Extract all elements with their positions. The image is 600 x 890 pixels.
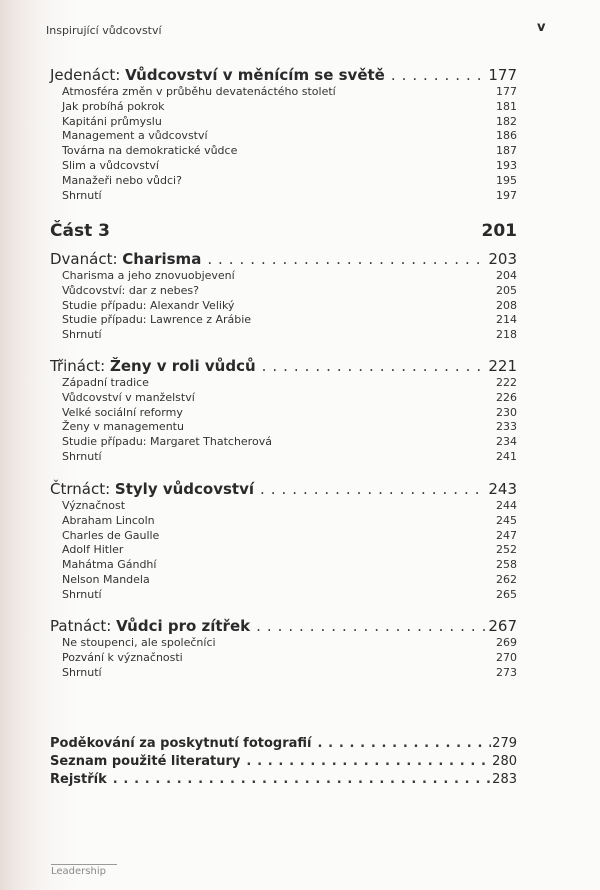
page-number: v xyxy=(537,20,546,35)
end-matter-page: 279 xyxy=(492,736,517,751)
section-title: Atmosféra změn v průběhu devatenáctého století xyxy=(62,85,336,98)
section-page: 269 xyxy=(496,636,517,649)
section-title: Manažeři nebo vůdci? xyxy=(62,173,182,187)
chapter-heading[interactable] xyxy=(50,66,517,85)
toc-chapter-14 xyxy=(50,480,517,603)
chapter-heading[interactable] xyxy=(50,480,517,499)
end-matter-title: Rejstřík xyxy=(50,772,107,787)
section-page: 273 xyxy=(496,665,517,679)
toc-end-matter xyxy=(50,735,517,789)
chapter-heading[interactable] xyxy=(50,250,517,269)
section-row[interactable] xyxy=(50,85,517,100)
section-page: 241 xyxy=(496,449,517,463)
chapter-title: Vůdci pro zítřek xyxy=(116,617,251,635)
end-matter-row[interactable] xyxy=(50,735,517,753)
section-row[interactable] xyxy=(50,514,517,529)
section-title: Západní tradice xyxy=(62,376,149,389)
section-row[interactable] xyxy=(50,174,517,189)
dot-leader xyxy=(113,771,491,789)
dot-leader xyxy=(246,753,491,771)
section-title: Ne stoupenci, ale společníci xyxy=(62,636,216,649)
section-title: Kapitáni průmyslu xyxy=(62,114,162,128)
chapter-page: 203 xyxy=(488,250,517,268)
footer-label: Leadership xyxy=(51,864,117,877)
chapter-title: Styly vůdcovství xyxy=(114,480,255,498)
chapter-title: Ženy v roli vůdců xyxy=(109,357,256,375)
toc-chapter-11 xyxy=(50,66,517,203)
section-row[interactable] xyxy=(50,159,517,174)
part-heading[interactable] xyxy=(50,220,517,242)
section-page: 177 xyxy=(496,85,517,98)
section-page: 265 xyxy=(496,587,517,601)
section-page: 181 xyxy=(496,99,517,113)
section-row[interactable] xyxy=(50,269,517,284)
section-title: Slim a vůdcovství xyxy=(62,158,159,172)
end-matter-page: 283 xyxy=(492,772,517,787)
section-row[interactable] xyxy=(50,450,517,465)
section-page: 193 xyxy=(496,158,517,172)
section-row[interactable] xyxy=(50,129,517,144)
chapter-heading[interactable] xyxy=(50,617,517,636)
section-page: 205 xyxy=(496,283,517,297)
section-title: Vůdcovství v manželství xyxy=(62,390,195,404)
section-page: 226 xyxy=(496,390,517,404)
chapter-prefix: Jedenáct: xyxy=(50,66,121,84)
section-page: 208 xyxy=(496,298,517,312)
part-label: Část 3 xyxy=(50,221,110,241)
section-row[interactable] xyxy=(50,313,517,328)
section-page: 182 xyxy=(496,114,517,128)
dot-leader xyxy=(318,735,492,753)
section-title: Ženy v managementu xyxy=(62,420,184,434)
section-title: Továrna na demokratické vůdce xyxy=(62,144,238,158)
section-row[interactable] xyxy=(50,299,517,314)
section-row[interactable] xyxy=(50,543,517,558)
chapter-page: 267 xyxy=(488,617,517,635)
section-row[interactable] xyxy=(50,558,517,573)
section-page: 270 xyxy=(496,650,517,664)
dot-leader xyxy=(262,357,488,376)
section-title: Vůdcovství: dar z nebes? xyxy=(62,283,199,297)
section-title: Nelson Mandela xyxy=(62,572,150,586)
end-matter-title: Seznam použité literatury xyxy=(50,754,241,769)
chapter-page: 177 xyxy=(488,66,517,84)
section-row[interactable] xyxy=(50,144,517,159)
section-row[interactable] xyxy=(50,284,517,299)
section-row[interactable] xyxy=(50,420,517,435)
section-page: 230 xyxy=(496,405,517,419)
dot-leader xyxy=(260,480,487,499)
section-page: 222 xyxy=(496,376,517,389)
section-page: 258 xyxy=(496,558,517,572)
section-page: 262 xyxy=(496,572,517,586)
section-title: Management a vůdcovství xyxy=(62,129,208,143)
section-title: Adolf Hitler xyxy=(62,543,124,557)
section-row[interactable] xyxy=(50,115,517,130)
end-matter-row[interactable] xyxy=(50,753,517,771)
section-title: Charisma a jeho znovuobjevení xyxy=(62,269,235,282)
section-title: Jak probíhá pokrok xyxy=(62,99,165,113)
section-row[interactable] xyxy=(50,435,517,450)
chapter-page: 221 xyxy=(488,357,517,375)
section-page: 244 xyxy=(496,499,517,512)
section-title: Mahátma Gándhí xyxy=(62,558,157,572)
chapter-prefix: Patnáct: xyxy=(50,617,112,635)
section-title: Charles de Gaulle xyxy=(62,528,160,542)
section-page: 245 xyxy=(496,513,517,527)
dot-leader xyxy=(207,250,487,269)
section-page: 197 xyxy=(496,188,517,202)
section-title: Studie případu: Alexandr Veliký xyxy=(62,298,235,312)
chapter-heading[interactable] xyxy=(50,357,517,376)
section-page: 247 xyxy=(496,528,517,542)
section-title: Velké sociální reformy xyxy=(62,405,183,419)
toc-chapter-13 xyxy=(50,357,517,465)
toc-chapter-15 xyxy=(50,617,517,680)
section-title: Shrnutí xyxy=(62,188,102,202)
section-title: Abraham Lincoln xyxy=(62,513,155,527)
running-head: Inspirující vůdcovství xyxy=(46,24,162,37)
section-page: 186 xyxy=(496,129,517,143)
section-page: 218 xyxy=(496,328,517,342)
section-row[interactable] xyxy=(50,328,517,343)
chapter-title: Charisma xyxy=(122,250,202,268)
section-title: Shrnutí xyxy=(62,328,102,342)
section-row[interactable] xyxy=(50,391,517,406)
section-title: Shrnutí xyxy=(62,449,102,463)
section-row[interactable] xyxy=(50,189,517,204)
section-row[interactable] xyxy=(50,376,517,391)
dot-leader xyxy=(256,617,487,636)
section-title: Shrnutí xyxy=(62,587,102,601)
section-row[interactable] xyxy=(50,666,517,681)
chapter-page: 243 xyxy=(488,480,517,498)
section-title: Shrnutí xyxy=(62,665,102,679)
section-row[interactable] xyxy=(50,573,517,588)
section-title: Studie případu: Margaret Thatcherová xyxy=(62,435,272,449)
part-page: 201 xyxy=(481,221,517,241)
section-row[interactable] xyxy=(50,588,517,603)
chapter-title: Vůdcovství v měnícím se světě xyxy=(125,66,385,84)
toc-part-3 xyxy=(50,220,517,242)
dot-leader xyxy=(391,66,488,85)
toc-chapter-12 xyxy=(50,250,517,343)
end-matter-title: Poděkování za poskytnutí fotografií xyxy=(50,736,312,751)
section-page: 234 xyxy=(496,435,517,449)
section-title: Studie případu: Lawrence z Arábie xyxy=(62,313,252,327)
chapter-prefix: Čtrnáct: xyxy=(50,480,111,498)
section-title: Pozvání k význačnosti xyxy=(62,650,183,664)
section-page: 195 xyxy=(496,173,517,187)
chapter-prefix: Třináct: xyxy=(50,357,106,375)
section-title: Význačnost xyxy=(62,499,126,512)
section-page: 214 xyxy=(496,313,517,327)
chapter-prefix: Dvanáct: xyxy=(50,250,118,268)
section-row[interactable] xyxy=(50,100,517,115)
end-matter-page: 280 xyxy=(492,754,517,769)
section-page: 233 xyxy=(496,420,517,434)
end-matter-row[interactable] xyxy=(50,771,517,789)
section-row[interactable] xyxy=(50,636,517,651)
section-page: 187 xyxy=(496,144,517,158)
section-row[interactable] xyxy=(50,529,517,544)
section-row[interactable] xyxy=(50,406,517,421)
section-row[interactable] xyxy=(50,499,517,514)
section-row[interactable] xyxy=(50,651,517,666)
section-page: 252 xyxy=(496,543,517,557)
section-page: 204 xyxy=(496,269,517,282)
